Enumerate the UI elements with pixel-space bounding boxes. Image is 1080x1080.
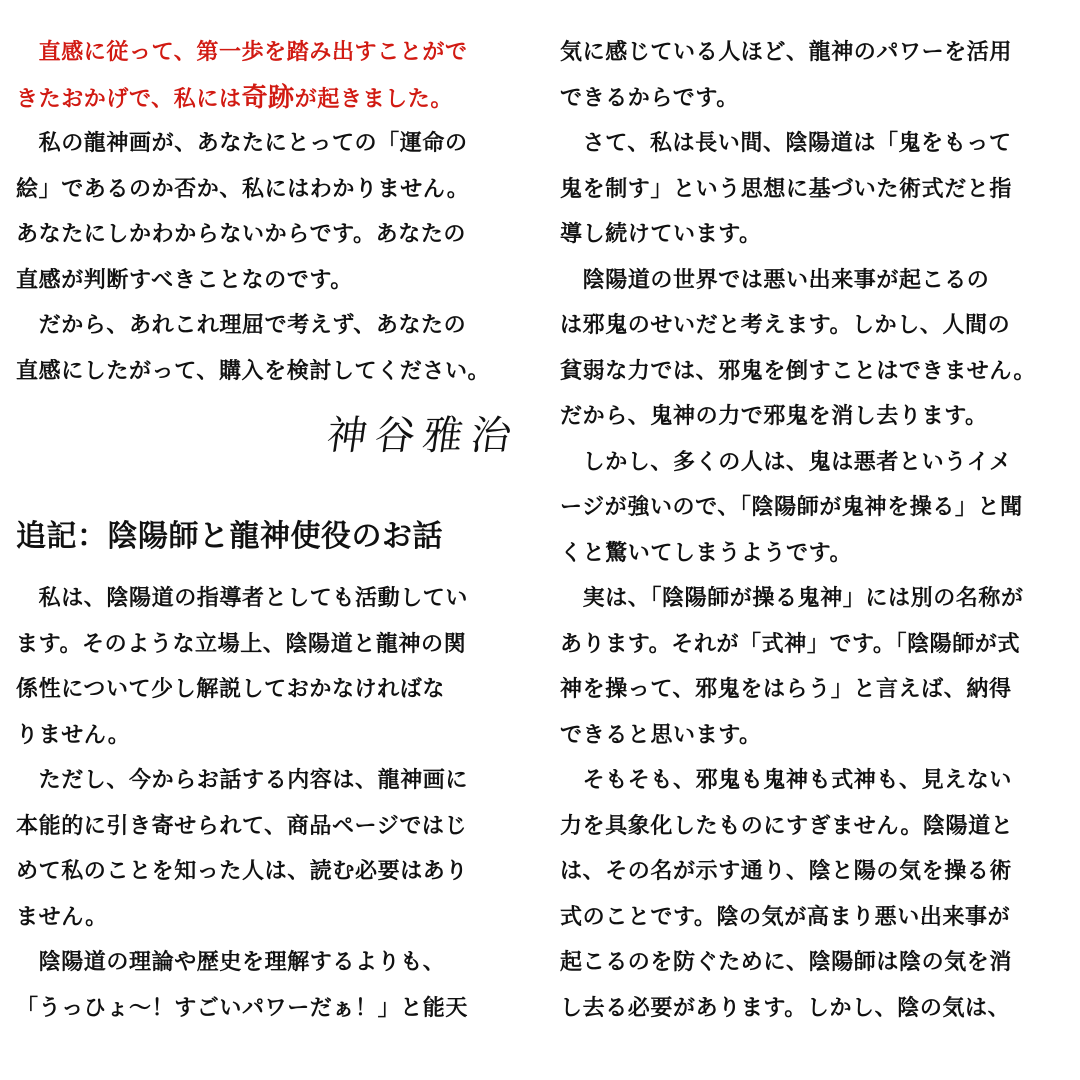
body-line: だから、鬼神の力で邪鬼を消し去ります。 bbox=[560, 404, 988, 429]
body-line: 絵」であるのか否か、私にはわかりません。 bbox=[16, 176, 470, 202]
intro-red-text: きたおかげで、私には bbox=[16, 86, 242, 112]
intro-red-line: 直感に従って、第一歩を踏み出すことがで bbox=[16, 40, 468, 65]
body-line: 「うっひょ～！すごいパワーだぁ！」と能天 bbox=[16, 995, 469, 1021]
left-column bbox=[16, 30, 531, 1031]
body-line: 係性について少し解説しておかなければな bbox=[16, 677, 445, 702]
body-line: 式のことです。陰の気が高まり悪い出来事が bbox=[560, 904, 1011, 930]
body-line: し去る必要があります。しかし、陰の気は、 bbox=[560, 995, 1011, 1021]
body-line: あなたにしかわからないからです。あなたの bbox=[16, 222, 467, 247]
body-line: 実は、「陰陽師が操る鬼神」には別の名称が bbox=[560, 586, 1024, 611]
body-line: 導し続けています。 bbox=[560, 222, 762, 247]
body-line: 鬼を制す」という思想に基づいた術式だと指 bbox=[560, 176, 1013, 202]
body-line: だから、あれこれ理屈で考えず、あなたの bbox=[16, 313, 467, 338]
body-line: 起こるのを防ぐために、陰陽師は陰の気を消 bbox=[560, 950, 1013, 975]
body-line: 本能的に引き寄せられて、商品ページではじ bbox=[16, 813, 468, 839]
body-line: あります。それが「式神」です。「陰陽師が式 bbox=[560, 631, 1021, 657]
body-line: 陰陽道の世界では悪い出来事が起こるの bbox=[560, 267, 990, 293]
emphasis-miracle: 奇跡 bbox=[241, 82, 295, 113]
body-line: 直感が判断すべきことなのです。 bbox=[16, 267, 353, 293]
body-line: りません。 bbox=[16, 722, 131, 748]
section-heading: 追記：陰陽師と龍神使役のお話 bbox=[16, 519, 443, 554]
body-line: 私の龍神画が、あなたにとっての「運命の bbox=[16, 131, 468, 156]
body-line: 神を操って、邪鬼をはらう」と言えば、納得 bbox=[560, 677, 1012, 702]
body-line: くと驚いてしまうようです。 bbox=[560, 540, 853, 566]
body-line: ます。そのような立場上、陰陽道と龍神の関 bbox=[16, 631, 467, 657]
right-column bbox=[560, 30, 1075, 1031]
body-line: そもそも、邪鬼も鬼神も式神も、見えない bbox=[560, 768, 1013, 793]
body-line: ません。 bbox=[16, 904, 108, 930]
body-line: は邪鬼のせいだと考えます。しかし、人間の bbox=[560, 313, 1011, 338]
body-line: は、その名が示す通り、陰と陽の気を操る術 bbox=[560, 859, 1013, 884]
section-spacer bbox=[16, 466, 531, 512]
author-signature: 神谷雅治 bbox=[323, 413, 523, 459]
body-line: めて私のことを知った人は、読む必要はあり bbox=[16, 859, 469, 884]
body-line: できるからです。 bbox=[560, 85, 739, 111]
body-line: 直感にしたがって、購入を検討してください。 bbox=[16, 358, 491, 384]
body-line: 私は、陰陽道の指導者としても活動してい bbox=[16, 586, 469, 611]
body-line: さて、私は長い間、陰陽道は「鬼をもって bbox=[560, 131, 1012, 156]
body-line: しかし、多くの人は、鬼は悪者というイメ bbox=[560, 449, 1012, 475]
body-line: ージが強いので、「陰陽師が鬼神を操る」と聞 bbox=[560, 495, 1023, 520]
body-line: 気に感じている人ほど、龍神のパワーを活用 bbox=[560, 40, 1013, 65]
body-line: 陰陽道の理論や歴史を理解するよりも、 bbox=[16, 950, 446, 975]
body-line: ただし、今からお話する内容は、龍神画に bbox=[16, 768, 469, 793]
body-line: できると思います。 bbox=[560, 722, 762, 748]
body-line: 貧弱な力では、邪鬼を倒すことはできません。 bbox=[560, 358, 1036, 384]
intro-red-line bbox=[16, 76, 531, 122]
body-line: 力を具象化したものにすぎません。陰陽道と bbox=[560, 813, 1014, 839]
intro-red-text: が起きました。 bbox=[294, 86, 453, 112]
